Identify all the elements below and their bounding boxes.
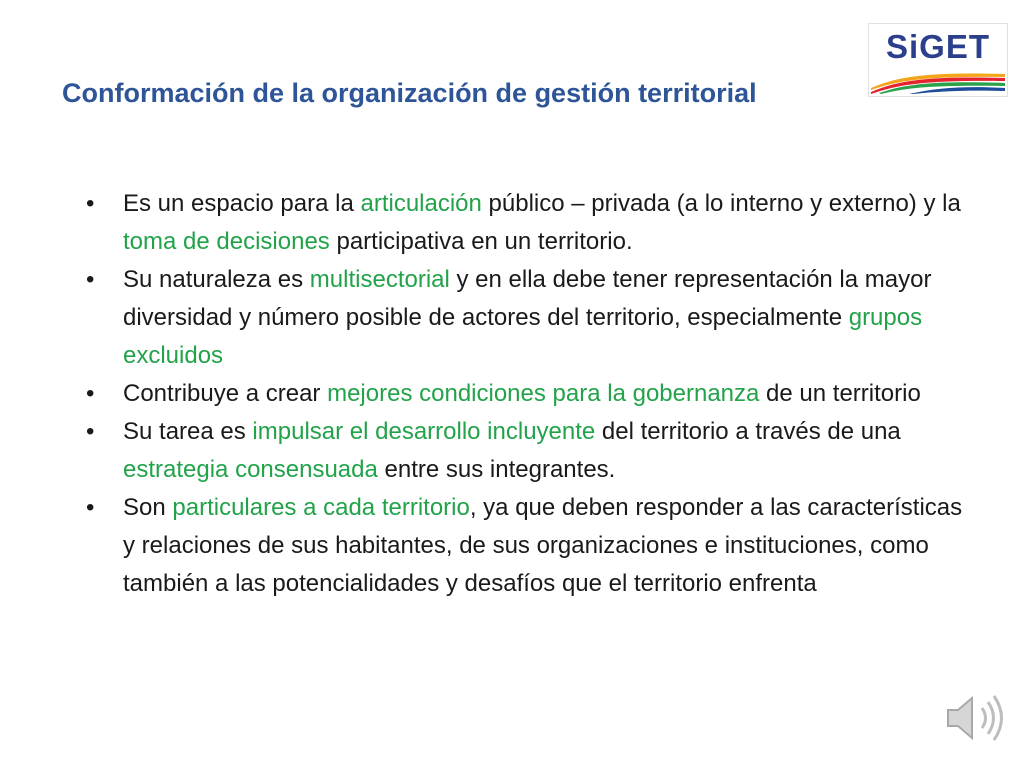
bullet-text: Son (123, 494, 173, 521)
bullet-dot: • (86, 190, 95, 217)
speaker-icon[interactable] (942, 688, 1012, 748)
siget-logo (868, 23, 1008, 97)
bullet-text: Contribuye a crear (123, 380, 328, 407)
bullet-text: , ya que deben responder a las características y relaciones de sus habitantes, de sus organizaciones e instituciones, como también a las potencialidades y desafíos que el territorio enfrenta (123, 494, 963, 597)
bullet-text: Su tarea es (123, 418, 253, 445)
logo-text: SiGET (885, 28, 991, 65)
bullet-dot: • (86, 380, 95, 407)
bullet-dot: • (86, 266, 95, 293)
bullet-text: de un territorio (759, 380, 921, 407)
bullet-item (86, 413, 966, 489)
highlighted-text: mejores condiciones para la gobernanza (327, 380, 760, 407)
bullet-item (86, 261, 966, 375)
highlighted-text: estrategia consensuada (123, 456, 378, 483)
bullet-item (86, 489, 966, 603)
bullet-text: Su naturaleza es (123, 266, 310, 293)
bullet-dot: • (86, 418, 95, 445)
bullet-list (86, 185, 966, 603)
highlighted-text: multisectorial (309, 266, 450, 293)
highlighted-text: particulares a cada territorio (172, 494, 470, 521)
slide-title: Conformación de la organización de gestión territorial (62, 78, 757, 108)
highlighted-text: toma de decisiones (123, 228, 330, 255)
highlighted-text: grupos excluidos (123, 304, 923, 369)
highlighted-text: impulsar el desarrollo incluyente (252, 418, 596, 445)
bullet-text: participativa en un territorio. (329, 228, 633, 255)
logo-stripes-icon (869, 72, 1007, 94)
bullet-text: entre sus integrantes. (377, 456, 616, 483)
bullet-item (86, 375, 966, 413)
bullet-dot: • (86, 494, 95, 521)
bullet-item (86, 185, 966, 261)
bullet-text: y en ella debe tener representación la mayor diversidad y número posible de actores del territorio, especialmente (123, 266, 932, 331)
bullet-text: público – privada (a lo interno y externo) y la (481, 190, 961, 217)
bullet-text: del territorio a través de una (595, 418, 901, 445)
bullet-text: Es un espacio para la (123, 190, 361, 217)
highlighted-text: articulación (360, 190, 482, 217)
